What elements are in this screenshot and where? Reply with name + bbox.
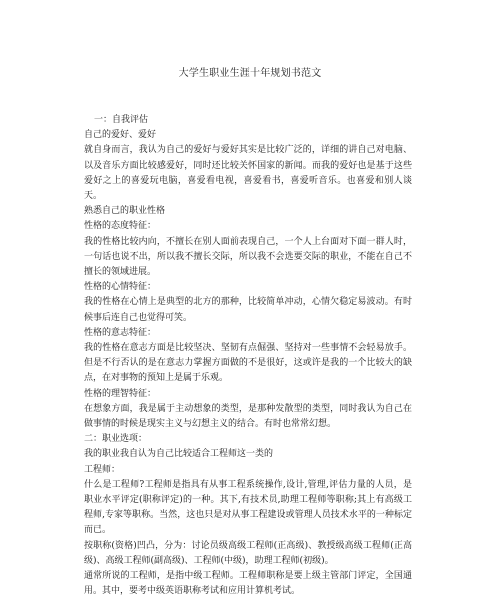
paragraph: 什么是工程师?工程师是指具有从事工程系统操作,设计,管理,评估力量的人员，是职业水平评定(职称评定)的一种。其下,有技术员,助理工程师等职称;其上有高级工程师,专家等职称。当然，这也只是对从事工程建设或管理人员技术水平的一种标定而已。 bbox=[84, 479, 412, 536]
paragraph: 性格的心情特征： bbox=[84, 282, 157, 293]
document-body bbox=[84, 113, 412, 600]
paragraph: 按职称(资格)凹凸，分为：讨论员级高级工程师(正高级)、教授级高级工程师(正高级)、高级工程师(副高级)、工程师(中级)，助理工程师(初级)。 bbox=[84, 540, 412, 566]
paragraph: 通常所说的工程师，是指中级工程师。工程师职称是要上级主管部门评定，全国通用。其中，要考中级英语职称考试和应用计算机考试。 bbox=[84, 571, 412, 597]
paragraph: 自己的爱好、爱好 bbox=[84, 130, 157, 141]
paragraph: 性格的态度特征： bbox=[84, 221, 157, 232]
paragraph: 一：自我评估 bbox=[94, 115, 149, 125]
paragraph: 在想象方面，我是属于主动想象的类型，是那种发散型的类型，同时我认为自己在做事情的时候是现实主义与幻想主义的结合。有时也常常幻想。 bbox=[84, 403, 412, 430]
paragraph: 二：职业选项： bbox=[84, 434, 148, 445]
paragraph: 我的性格在意志方面是比较坚决、坚韧有点倔强、坚持对一些事情不会轻易放手。但是不行否认的是在意志力掌握方面做的不是很好，这或许是我的一个比较大的缺点，在对事物的预知上是属于乐观。 bbox=[84, 343, 412, 384]
paragraph: 性格的理智特征： bbox=[84, 388, 157, 399]
paragraph: 就自身而言，我认为自己的爱好与爱好其实是比较广泛的，详细的讲自己对电脑、以及音乐方面比较感爱好，同时还比较关怀国家的新闻。而我的爱好也是基于这些爱好之上的喜爱玩电脑，喜爱看电视，喜爱看书，喜爱听音乐。也喜爱和别人谈天。 bbox=[84, 145, 412, 202]
document-title: 大学生职业生涯十年规划书范文 bbox=[178, 68, 322, 79]
paragraph: 我的职业我自认为自己比较适合工程师这一类的 bbox=[84, 449, 274, 460]
paragraph: 熟悉自己的职业性格 bbox=[84, 206, 166, 217]
paragraph: 我的性格比较内向，不擅长在别人面前表现自己，一个人上台面对下面一群人时，一句话也说不出，所以我不擅长交际，所以我不会选要交际的职业，不能在自己不擅长的领域进展。 bbox=[84, 236, 412, 278]
paragraph: 工程师： bbox=[84, 464, 121, 475]
paragraph: 性格的意志特征： bbox=[84, 327, 157, 338]
paragraph: 我的性格在心情上是典型的北方的那种，比较简单冲动，心情欠稳定易波动。有时候事后连自己也觉得可笑。 bbox=[84, 297, 412, 323]
